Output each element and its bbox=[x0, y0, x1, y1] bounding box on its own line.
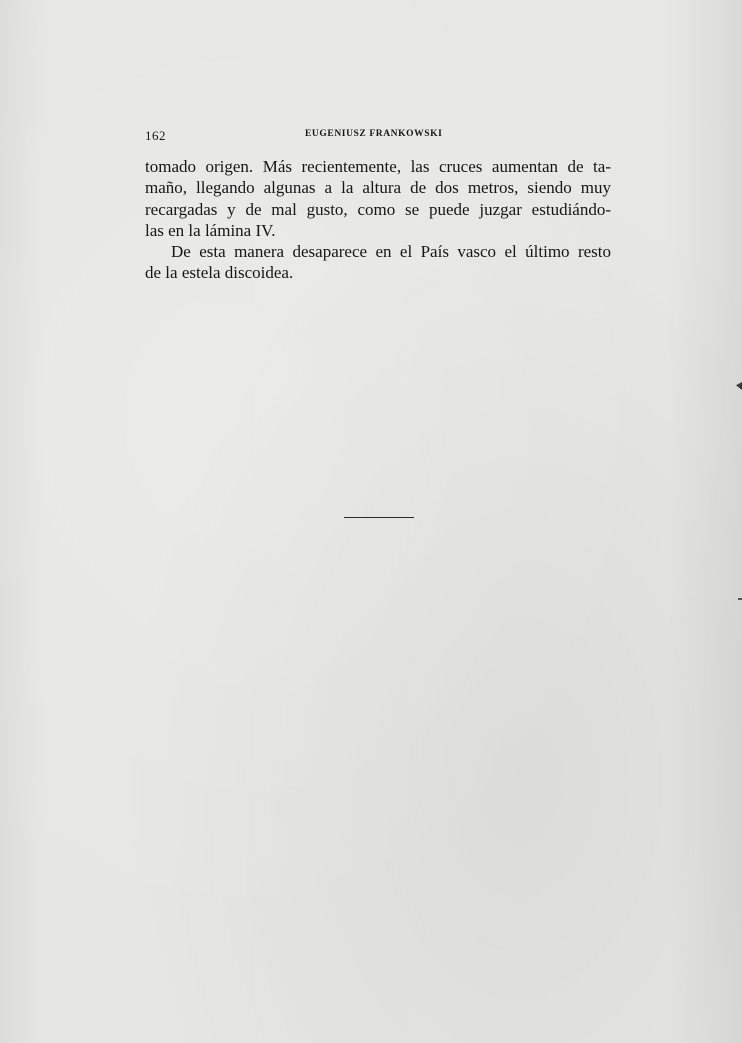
text-line: recargadas y de mal gusto, como se puede juzgar estudiándo- bbox=[145, 199, 611, 219]
page-number: 162 bbox=[145, 128, 166, 143]
text-line: tomado origen. Más recientemente, las cruces aumentan de ta- bbox=[145, 157, 611, 176]
text-line: De esta manera desaparece en el País vasco el último resto bbox=[171, 242, 611, 262]
paragraph-2 bbox=[145, 241, 611, 284]
page-edge-mark bbox=[736, 382, 742, 390]
text-line: de la estela discoidea. bbox=[145, 263, 294, 283]
body-text bbox=[145, 156, 611, 284]
section-end-rule bbox=[344, 517, 414, 518]
running-head bbox=[145, 128, 611, 144]
text-line: maño, llegando algunas a la altura de dos metros, siendo muy bbox=[145, 178, 611, 198]
running-title: EUGENIUSZ FRANKOWSKI bbox=[305, 129, 443, 139]
text-line: las en la lámina IV. bbox=[145, 220, 276, 240]
paragraph-1 bbox=[145, 156, 611, 241]
page-edge-mark bbox=[738, 598, 742, 600]
